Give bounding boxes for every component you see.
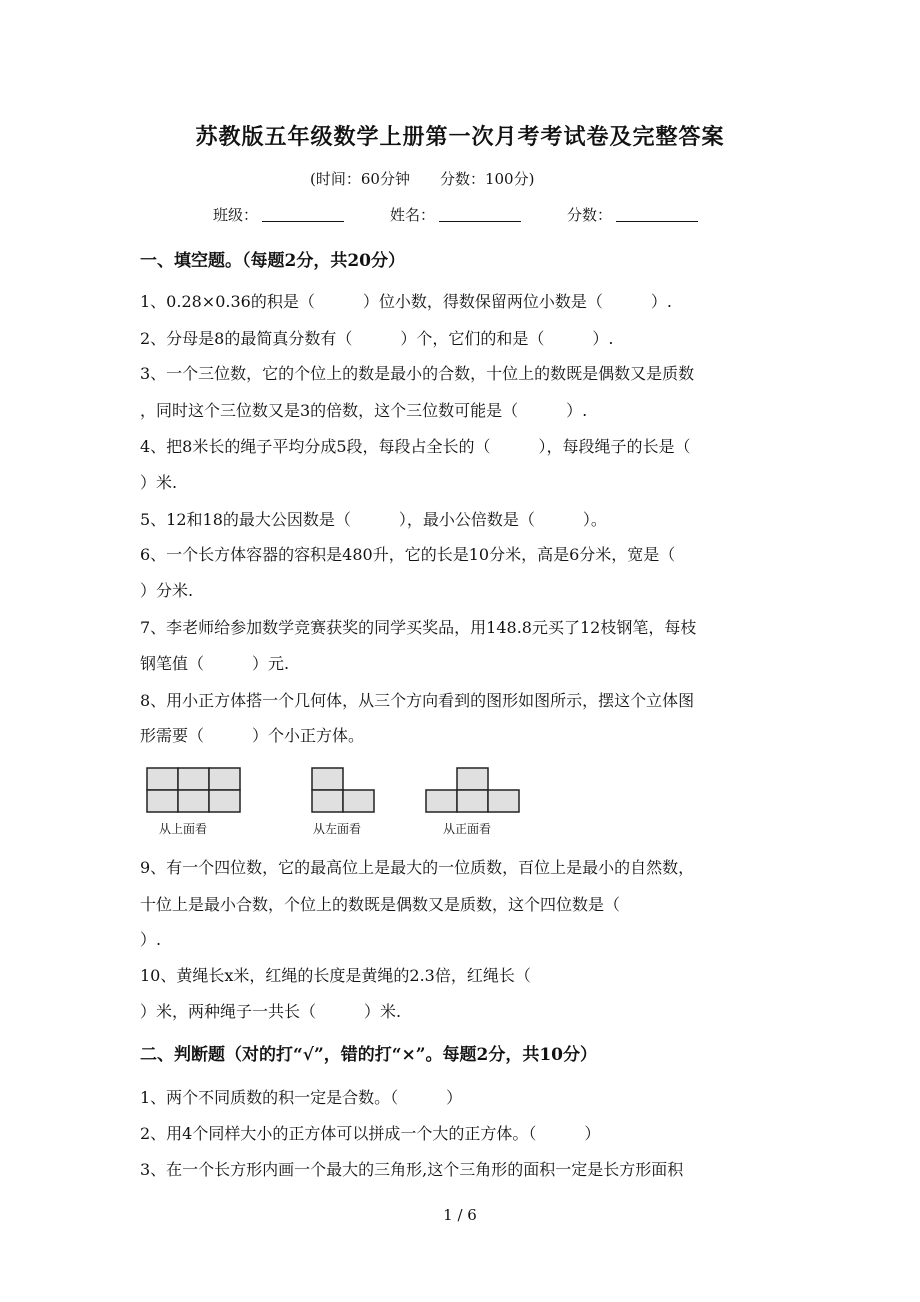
question-line: 2、用4个同样大小的正方体可以拼成一个大的正方体。（ ）: [140, 1124, 601, 1143]
question-line: ）米.: [140, 473, 178, 492]
front-view-figure: [425, 767, 520, 813]
question-line: ）分米.: [140, 581, 194, 600]
class-label: 班级：: [213, 206, 259, 224]
left-view-diagram: [311, 767, 375, 813]
question-line: ）米，两种绳子一共长（ ）米.: [140, 1002, 402, 1021]
name-label: 姓名：: [390, 206, 436, 224]
question-line: 十位上是最小合数，个位上的数既是偶数又是质数，这个四位数是（: [140, 895, 621, 914]
question-line: 5、12和18的最大公因数是（ ），最小公倍数是（ ）。: [140, 510, 607, 529]
score-blank: [616, 207, 698, 222]
question-line: 6、一个长方体容器的容积是480升，它的长是10分米，高是6分米，宽是（: [140, 545, 676, 564]
question-line: 1、两个不同质数的积一定是合数。（ ）: [140, 1088, 463, 1107]
question-line: ）.: [140, 930, 162, 949]
question-line: 9、有一个四位数，它的最高位上是最大的一位质数，百位上是最小的自然数，: [140, 858, 695, 877]
question-line: ，同时这个三位数又是3的倍数，这个三位数可能是（ ）.: [140, 401, 588, 420]
question-line: 8、用小正方体搭一个几何体，从三个方向看到的图形如图所示，摆这个立体图: [140, 691, 695, 710]
question-line: 1、0.28×0.36的积是（ ）位小数，得数保留两位小数是（ ）.: [140, 292, 672, 311]
top-view-figure: [146, 767, 241, 813]
score-field: [567, 204, 698, 225]
top-view-diagram: [146, 767, 241, 813]
question-line: 形需要（ ）个小正方体。: [140, 726, 365, 745]
top-view-label: 从上面看: [159, 822, 208, 836]
section-2-heading: 二、判断题（对的打“√”，错的打“×”。每题2分，共10分）: [140, 1045, 598, 1065]
left-view-figure: [311, 767, 375, 813]
front-view-label: 从正面看: [443, 822, 492, 836]
exam-meta: (时间：60分钟 分数：100分): [310, 170, 535, 188]
section-1-heading: 一、填空题。（每题2分，共20分）: [140, 251, 405, 271]
name-field: [390, 204, 521, 225]
class-field: [213, 204, 344, 225]
question-line: 10、黄绳长x米，红绳的长度是黄绳的2.3倍，红绳长（: [140, 966, 531, 985]
score-label: 分数：: [567, 206, 613, 224]
page-number: 1 / 6: [443, 1206, 477, 1224]
class-blank: [262, 207, 344, 222]
question-line: 7、李老师给参加数学竞赛获奖的同学买奖品，用148.8元买了12枝钢笔，每枝: [140, 618, 697, 637]
question-line: 4、把8米长的绳子平均分成5段，每段占全长的（ ），每段绳子的长是（: [140, 437, 691, 456]
question-line: 2、分母是8的最简真分数有（ ）个，它们的和是（ ）.: [140, 329, 614, 348]
question-line: 3、在一个长方形内画一个最大的三角形,这个三角形的面积一定是长方形面积: [140, 1160, 684, 1179]
left-view-label: 从左面看: [313, 822, 362, 836]
name-blank: [439, 207, 521, 222]
question-line: 钢笔值（ ）元.: [140, 654, 290, 673]
front-view-diagram: [425, 767, 520, 813]
question-line: 3、一个三位数，它的个位上的数是最小的合数，十位上的数既是偶数又是质数: [140, 364, 695, 383]
page-title: 苏教版五年级数学上册第一次月考考试卷及完整答案: [195, 124, 725, 150]
